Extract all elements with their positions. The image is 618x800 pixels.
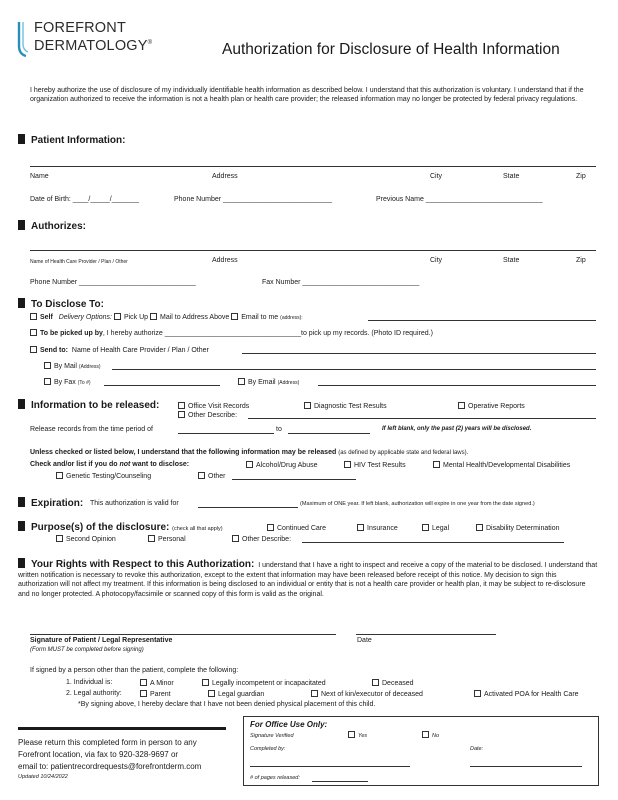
purpose-other-option: Other Describe: [232, 535, 291, 543]
purpose-other-checkbox[interactable] [232, 535, 239, 542]
footer-bar [18, 727, 226, 730]
parent-option: Parent [140, 690, 171, 698]
poa-checkbox[interactable] [474, 690, 481, 697]
incompetent-option: Legally incompetent or incapacitated [202, 679, 326, 687]
genetic-checkbox[interactable] [56, 472, 63, 479]
authority-label: 2. Legal authority: [66, 690, 122, 697]
return-line-2: Forefront location, via fax to 920-328-9697 or [18, 750, 179, 759]
second-checkbox[interactable] [56, 535, 63, 542]
minor-option: A Minor [140, 679, 174, 687]
by-email-line[interactable] [318, 385, 596, 386]
operative-checkbox[interactable] [458, 402, 465, 409]
provider-state-label: State [503, 257, 520, 264]
deceased-option: Deceased [372, 679, 414, 687]
by-fax-line[interactable] [104, 385, 220, 386]
provider-fax[interactable]: Fax Number ______________________________ [262, 279, 420, 286]
period-to-line[interactable] [288, 433, 370, 434]
by-mail-checkbox[interactable] [44, 362, 51, 369]
office-visit-option: Office Visit Records [178, 402, 249, 410]
insurance-checkbox[interactable] [357, 524, 364, 531]
signature-note: (Form MUST be completed before signing) [30, 647, 144, 653]
diagnostic-checkbox[interactable] [304, 402, 311, 409]
logo-line-1: FOREFRONT [34, 20, 127, 36]
legal-option: Legal [422, 524, 449, 532]
kin-checkbox[interactable] [311, 690, 318, 697]
other2-checkbox[interactable] [198, 472, 205, 479]
picked-up-row: To be picked up by, I hereby authorize ___________________________________to pick up my records. (Photo ID required.) [30, 329, 433, 337]
other-describe-option: Other Describe: [178, 411, 237, 419]
patient-state-label: State [503, 173, 520, 180]
period-to-label: to [276, 426, 282, 433]
rights-block [18, 558, 598, 599]
office-visit-checkbox[interactable] [178, 402, 185, 409]
signature-line[interactable] [30, 634, 336, 635]
second-option: Second Opinion [56, 535, 116, 543]
provider-city-label: City [430, 257, 443, 264]
rights-text: I understand that I have a right to inspect and receive a copy of the material to be disclosed. I understand that written notification is necessary to revoke this authorization, except to the extent that information may have been released before receipt of this notice. My decision to sign this authorization will not affect my treatment. If this information is being disclosed to an individual or entity that is not a health care provider or health plan, it may be subject to re-disclosure and no longer protected. A photocopy/facsimile or scanned copy of this form is valid as the original. [18, 562, 598, 598]
patient-address-label: Address [212, 173, 238, 180]
kin-option: Next of kin/executor of deceased [311, 690, 423, 698]
patient-city-label: City [430, 173, 443, 180]
picked-up-checkbox[interactable] [30, 329, 37, 336]
period-note: If left blank, only the past (2) years will be disclosed. [382, 426, 532, 432]
provider-address-label: Address [212, 257, 238, 264]
send-to-row: Send to: Name of Health Care Provider / Plan / Other [30, 346, 209, 354]
date-line[interactable] [356, 634, 496, 635]
return-line-3: email to: patientrecordrequests@forefrontderm.com [18, 762, 202, 771]
personal-option: Personal [148, 535, 186, 543]
provider-zip-label: Zip [576, 257, 586, 264]
hiv-option: HIV Test Results [344, 461, 406, 469]
return-instructions [18, 737, 201, 773]
logo-line-2: DERMATOLOGY [34, 38, 148, 54]
mental-checkbox[interactable] [433, 461, 440, 468]
other2-option: Other [198, 472, 226, 480]
office-title: For Office Use Only: [250, 720, 328, 729]
info-heading: Information to be released: [18, 399, 159, 411]
insurance-option: Insurance [357, 524, 398, 532]
operative-option: Operative Reports [458, 402, 525, 410]
not-disclose-row: Check and/or list if you do not want to disclose: [30, 461, 190, 468]
purpose-heading: Purpose(s) of the disclosure: (check all that apply) [18, 521, 223, 533]
signature-label: Signature of Patient / Legal Representative [30, 637, 173, 644]
send-to-line[interactable] [242, 353, 596, 354]
alcohol-option: Alcohol/Drug Abuse [246, 461, 317, 469]
updated-date: Updated 10/24/2022 [18, 774, 68, 780]
provider-label: Name of Health Care Provider / Plan / Other [30, 259, 128, 265]
patient-previous-name[interactable]: Previous Name ______________________________ [376, 196, 543, 203]
unless-row: Unless checked or listed below, I understand that the following information may be released (as defined by applicable state and federal laws). [30, 449, 469, 456]
purpose-other-line[interactable] [302, 542, 564, 543]
diagnostic-option: Diagnostic Test Results [304, 402, 387, 410]
individual-label: 1. Individual is: [66, 679, 113, 686]
office-verified-label: Signature Verified [250, 733, 294, 739]
office-yes-checkbox[interactable] [348, 731, 355, 738]
pickup-checkbox[interactable] [114, 313, 121, 320]
expiration-note: (Maximum of ONE year. If left blank, authorization will expire in one year from the date signed.) [300, 501, 535, 507]
return-line-1: Please return this completed form in person to any [18, 738, 197, 747]
incompetent-checkbox[interactable] [202, 679, 209, 686]
office-no-checkbox[interactable] [422, 731, 429, 738]
hiv-checkbox[interactable] [344, 461, 351, 468]
deceased-checkbox[interactable] [372, 679, 379, 686]
patient-heading: Patient Information: [18, 134, 125, 146]
office-completed-label: Completed by: [250, 746, 286, 752]
office-date-label: Date: [470, 746, 484, 752]
by-fax-row: By Fax (To #) [44, 378, 91, 386]
personal-checkbox[interactable] [148, 535, 155, 542]
authorizes-heading: Authorizes: [18, 220, 86, 232]
signature-date-label: Date [357, 637, 372, 644]
expiration-line[interactable] [198, 507, 298, 508]
expiration-text: This authorization is valid for [90, 500, 179, 507]
office-completed-line[interactable] [250, 766, 410, 767]
patient-dob[interactable]: Date of Birth: ____/_____/_______ [30, 196, 139, 203]
logo [34, 21, 152, 54]
patient-name-line[interactable] [30, 166, 596, 167]
self-row: Self Delivery Options: Pick Up Mail to Address Above Email to me (address): [30, 313, 303, 321]
patient-name-label: Name [30, 173, 49, 180]
disability-option: Disability Determination [476, 524, 560, 532]
intro-paragraph: I hereby authorize the use of disclosure of my individually identifiable health information as described below. I understand that this authorization is voluntary. I understand that if the organization authorized to receive the information is not a health plan or health care provider; the released information may no longer be protected by federal privacy regulations. [30, 87, 584, 104]
send-to-checkbox[interactable] [30, 346, 37, 353]
declare-text: *By signing above, I hereby declare that I have not been denied physical placement of this child. [78, 701, 376, 708]
other-describe-line[interactable] [248, 418, 596, 419]
office-yes-option: Yes [348, 731, 367, 739]
other2-line[interactable] [232, 479, 356, 480]
office-pages-line[interactable] [312, 781, 368, 782]
email-me-checkbox[interactable] [231, 313, 238, 320]
continued-checkbox[interactable] [267, 524, 274, 531]
by-email-row: By Email (Address) [238, 378, 299, 386]
period-label: Release records from the time period of [30, 426, 153, 433]
provider-phone[interactable]: Phone Number ______________________________ [30, 279, 196, 286]
by-mail-line[interactable] [112, 369, 596, 370]
logo-mark-icon [16, 20, 30, 58]
by-fax-checkbox[interactable] [44, 378, 51, 385]
rights-heading: Your Rights with Respect to this Authorization: [31, 559, 255, 570]
minor-checkbox[interactable] [140, 679, 147, 686]
continued-option: Continued Care [267, 524, 326, 532]
other-person-text: If signed by a person other than the patient, complete the following: [30, 667, 239, 674]
disability-checkbox[interactable] [476, 524, 483, 531]
other-describe-checkbox[interactable] [178, 411, 185, 418]
provider-line[interactable] [30, 250, 596, 251]
mail-above-checkbox[interactable] [150, 313, 157, 320]
by-mail-row: By Mail (Address) [44, 362, 101, 370]
poa-option: Activated POA for Health Care [474, 690, 579, 698]
period-from-line[interactable] [178, 433, 274, 434]
disclose-heading: To Disclose To: [18, 298, 104, 310]
guardian-option: Legal guardian [208, 690, 264, 698]
email-me-line[interactable] [368, 320, 596, 321]
expiration-heading: Expiration: [18, 497, 83, 509]
patient-phone[interactable]: Phone Number ____________________________ [174, 196, 333, 203]
legal-checkbox[interactable] [422, 524, 429, 531]
parent-checkbox[interactable] [140, 690, 147, 697]
registered-mark: ® [147, 40, 153, 46]
guardian-checkbox[interactable] [208, 690, 215, 697]
office-date-line[interactable] [470, 766, 582, 767]
by-email-checkbox[interactable] [238, 378, 245, 385]
self-checkbox[interactable] [30, 313, 37, 320]
office-pages-label: # of pages released: [250, 775, 300, 781]
page-title: Authorization for Disclosure of Health Information [222, 41, 560, 58]
patient-zip-label: Zip [576, 173, 586, 180]
mental-option: Mental Health/Developmental Disabilities [433, 461, 570, 469]
office-no-option: No [422, 731, 439, 739]
genetic-option: Genetic Testing/Counseling [56, 472, 151, 480]
alcohol-checkbox[interactable] [246, 461, 253, 468]
